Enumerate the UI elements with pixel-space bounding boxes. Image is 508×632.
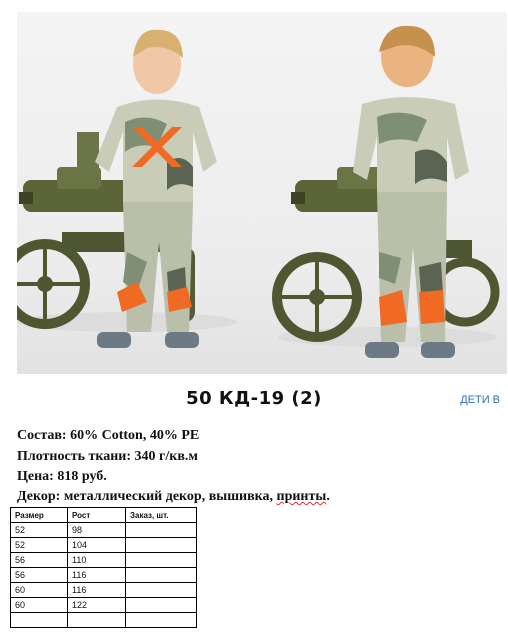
spec-label: Плотность ткани: (17, 449, 132, 464)
cell-size: 60 (11, 583, 68, 598)
cell-height: 122 (68, 598, 126, 613)
spec-label: Декор: (17, 489, 61, 504)
product-photo (17, 12, 507, 374)
spec-value: 340 г/кв.м (134, 449, 198, 464)
cell-size: 52 (11, 523, 68, 538)
table-row (11, 553, 197, 568)
spec-value: 818 руб. (57, 469, 107, 484)
cell-height: 104 (68, 538, 126, 553)
cell-height: 110 (68, 553, 126, 568)
cell-size: 56 (11, 553, 68, 568)
table-row (11, 613, 197, 628)
category-link[interactable]: ДЕТИ В (460, 394, 500, 406)
header-height: Рост (68, 508, 126, 523)
spec-label: Состав: (17, 428, 67, 443)
cell-order-qty[interactable] (126, 568, 197, 583)
cell-order-qty[interactable] (126, 613, 197, 628)
cell-order-qty[interactable] (126, 553, 197, 568)
cell-order-qty[interactable] (126, 523, 197, 538)
product-code: 50 КД-19 (2) (186, 388, 322, 409)
header-order-qty: Заказ, шт. (126, 508, 197, 523)
spec-composition (17, 428, 199, 444)
cell-height: 116 (68, 568, 126, 583)
header-size: Размер (11, 508, 68, 523)
spec-label: Цена: (17, 469, 54, 484)
cell-height: 98 (68, 523, 126, 538)
spec-density (17, 449, 198, 465)
table-header-row (11, 508, 197, 523)
cell-height (68, 613, 126, 628)
table-row (11, 538, 197, 553)
cell-height: 116 (68, 583, 126, 598)
spec-value: металлический декор, вышивка, (63, 489, 277, 504)
cell-size: 60 (11, 598, 68, 613)
size-order-table (10, 507, 197, 628)
table-row (11, 568, 197, 583)
spec-value-tail: . (326, 489, 330, 504)
spec-price (17, 469, 107, 485)
spec-value: 60% Cotton, 40% PE (70, 428, 200, 443)
cell-order-qty[interactable] (126, 583, 197, 598)
table-row (11, 523, 197, 538)
cell-size: 56 (11, 568, 68, 583)
cell-order-qty[interactable] (126, 598, 197, 613)
spec-decor (17, 489, 330, 505)
table-row (11, 583, 197, 598)
spec-value-flagged: принты (276, 489, 327, 504)
table-row (11, 598, 197, 613)
cell-order-qty[interactable] (126, 538, 197, 553)
cell-size (11, 613, 68, 628)
cell-size: 52 (11, 538, 68, 553)
